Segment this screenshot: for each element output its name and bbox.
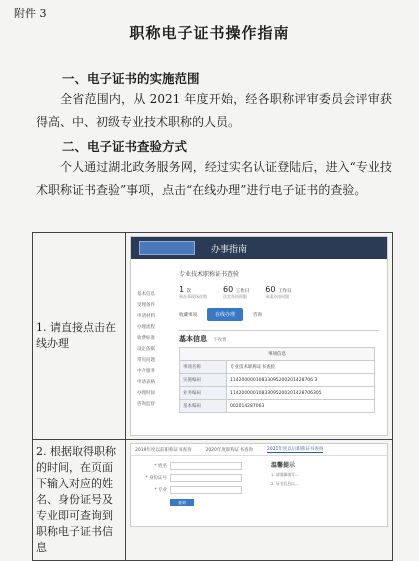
step1-text: 1. 请直接点击在线办理 <box>36 321 116 350</box>
help-panel <box>271 460 379 487</box>
tab-2019[interactable]: 2019年度以前职称证书查询 <box>135 447 192 453</box>
tab-2020[interactable]: 2020年度职称证书查询 <box>205 447 253 453</box>
tab-2021[interactable]: 2021年度以后职称证书查询 <box>266 447 324 452</box>
query-button[interactable]: 查询 <box>170 499 194 506</box>
info-row: 基本编码 002014287063 <box>180 400 375 413</box>
major-input[interactable] <box>170 486 242 494</box>
step-row <box>33 440 393 561</box>
sidebar-item[interactable]: 办理流程 <box>137 325 155 330</box>
sidebar-item[interactable]: 办理时间 <box>137 391 155 396</box>
basic-info-heading: 基本信息 不收费 <box>179 335 227 343</box>
online-apply-button[interactable]: 在线办理 <box>207 308 243 321</box>
screenshot-query-form <box>130 443 388 527</box>
step-screenshot <box>126 440 393 561</box>
portal-header <box>131 237 387 259</box>
sidebar-item[interactable]: 收费标准 <box>137 336 155 341</box>
step2-text: 2. 根据取得职称的时间，在页面下输入对应的姓名、身份证号及专业即可查询到职称电子证书信息 <box>36 445 116 554</box>
sidebar-item[interactable]: 常见问题 <box>137 358 155 363</box>
service-title: 专业技术职称证书查验 <box>179 271 240 278</box>
form-row: * 专业 <box>137 484 257 496</box>
id-number-input[interactable] <box>170 474 242 482</box>
sidebar-item[interactable]: 设定依据 <box>137 347 155 352</box>
info-row: 业务编码 11420000010833095200201428706305 <box>180 387 375 400</box>
sidebar-item[interactable]: 申请材料 <box>137 314 155 319</box>
attachment-label: 附件 3 <box>14 7 47 20</box>
section2-heading: 二、电子证书查验方式 <box>62 139 188 154</box>
query-tabs <box>131 444 387 456</box>
stats-row <box>179 285 379 300</box>
action-row <box>179 308 379 321</box>
info-table <box>179 347 375 413</box>
sidebar-item[interactable]: 基本信息 <box>137 292 155 297</box>
query-form <box>137 460 257 506</box>
help-title: 温馨提示 <box>271 462 296 469</box>
form-row: * 姓名 <box>137 460 257 472</box>
sidebar-item[interactable]: 申请表格 <box>137 380 155 385</box>
section1-heading: 一、电子证书的实施范围 <box>62 71 200 86</box>
section1-text: 全省范围内，从 2021 年度开始，经各职称评审委员会评审获得高、中、初级专业技术职称的人员。 <box>36 92 392 129</box>
sidebar-item[interactable]: 咨询监督 <box>137 402 155 407</box>
page-title: 职称电子证书操作指南 <box>129 24 290 42</box>
sidebar-item[interactable]: 受理条件 <box>137 303 155 308</box>
screenshot-service-guide <box>130 236 388 436</box>
help-line: 1. 请准确填写... <box>271 472 299 477</box>
stat-item: 60 工作日 法定办结时限 <box>223 285 250 299</box>
section1-paragraph <box>36 88 392 134</box>
info-row: 事项名称 专业技术职称证书查验 <box>180 361 375 374</box>
guide-title: 办事指南 <box>211 244 248 255</box>
info-table-header: 事项信息 <box>180 348 375 361</box>
section2-text: 个人通过湖北政务服务网，经过实名认证登陆后，进入“专业技术职称证书查验”事项，点击“在线办理”进行电子证书的查验。 <box>36 160 392 197</box>
consult-button[interactable]: 咨询 <box>253 312 263 318</box>
stat-item: 1 次 到办事现场次数 <box>179 285 207 299</box>
sidebar-item[interactable]: 中介服务 <box>137 369 155 374</box>
favorite-button[interactable]: 收藏事项 <box>179 312 197 318</box>
help-line: 2. 证书信息以... <box>271 481 299 486</box>
step-instruction <box>33 440 126 561</box>
form-row: * 身份证号 <box>137 472 257 484</box>
guide-main <box>179 267 379 413</box>
info-row: 实施编码 11420000010833095200201428706 3 <box>180 374 375 387</box>
step-instruction <box>33 233 126 440</box>
steps-table <box>32 232 393 561</box>
step-row <box>33 233 393 440</box>
basic-info <box>179 330 379 413</box>
section2-paragraph <box>36 156 392 202</box>
stat-item: 60 工作日 承诺办结时限 <box>265 285 292 299</box>
portal-logo <box>139 241 195 255</box>
step-screenshot <box>126 233 393 440</box>
name-input[interactable] <box>170 462 242 470</box>
guide-sidebar <box>137 291 177 412</box>
